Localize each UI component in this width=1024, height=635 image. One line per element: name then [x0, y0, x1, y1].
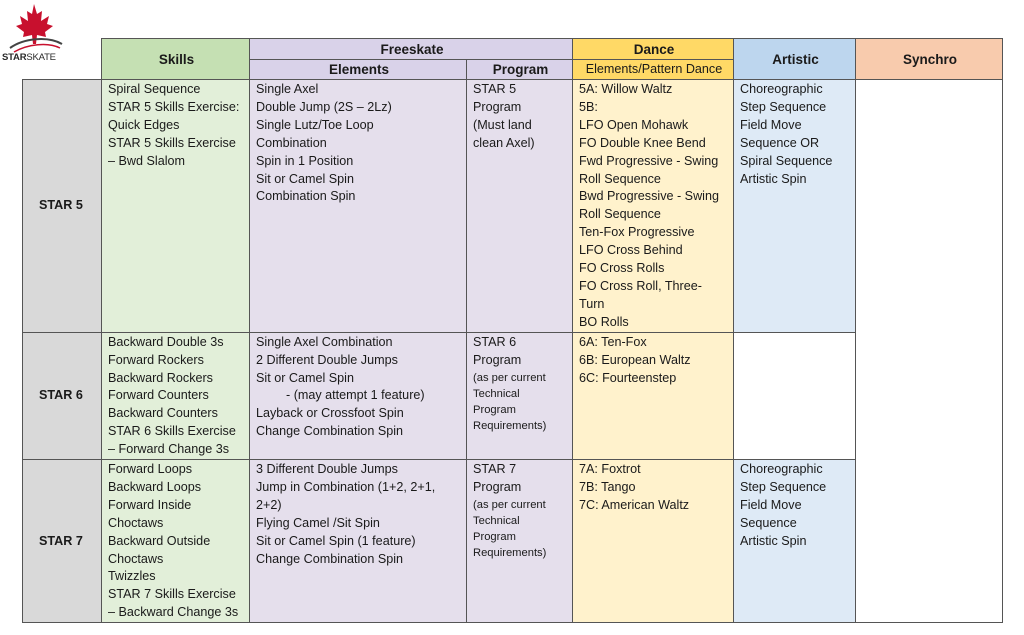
header-dance: Dance	[573, 39, 734, 60]
list-item: Sequence OR	[740, 135, 820, 150]
skills-cell	[102, 332, 250, 459]
list-item: Artistic Spin	[740, 533, 807, 548]
list-item: (Must land	[473, 117, 532, 132]
logo-text: STARSKATE	[2, 52, 56, 63]
list-item: 6B: European Waltz	[579, 352, 691, 367]
list-item: Choctaws	[108, 551, 164, 566]
list-item: Choreographic	[740, 82, 823, 96]
list-item: 7A: Foxtrot	[579, 462, 641, 477]
star-program-table	[22, 38, 1003, 623]
list-item: FO Cross Rolls	[579, 261, 665, 276]
list-item: Backward Counters	[108, 406, 218, 421]
list-item: Program	[473, 352, 522, 367]
list-item: STAR 5 Skills Exercise	[108, 135, 236, 150]
dance-cell	[573, 332, 734, 459]
list-item: Layback or Crossfoot Spin	[256, 406, 404, 421]
header-freeskate: Freeskate	[250, 39, 573, 60]
list-item: 3 Different Double Jumps	[256, 462, 398, 477]
list-item: Ten-Fox Progressive	[579, 225, 695, 240]
list-item: 5B:	[579, 99, 598, 114]
header-skills: Skills	[102, 39, 250, 80]
elements-cell	[250, 332, 467, 459]
list-item: STAR 6	[473, 334, 517, 349]
table-row	[23, 80, 1003, 333]
list-item: Field Move	[740, 497, 802, 512]
header-elements: Elements	[250, 60, 467, 80]
list-item: Bwd Progressive - Swing	[579, 189, 719, 204]
skills-cell	[102, 80, 250, 333]
list-item: Forward Inside	[108, 497, 192, 512]
list-item: Double Jump (2S – 2Lz)	[256, 99, 392, 114]
program-cell	[467, 80, 573, 333]
list-item: Roll Sequence	[579, 171, 661, 186]
list-item: 7C: American Waltz	[579, 497, 690, 512]
list-item: STAR 6 Skills Exercise	[108, 424, 236, 439]
list-item: (as per current	[473, 498, 546, 511]
list-item: – Bwd Slalom	[108, 153, 185, 168]
list-item: Program	[473, 530, 516, 543]
list-item: Combination Spin	[256, 189, 356, 204]
level-label: STAR 6	[23, 332, 102, 459]
list-item: Forward Counters	[108, 388, 209, 403]
artistic-cell	[734, 80, 856, 333]
list-item: Program	[473, 479, 522, 494]
list-item: – Backward Change 3s	[108, 605, 239, 620]
list-item: Fwd Progressive - Swing	[579, 153, 719, 168]
list-item: Sit or Camel Spin	[256, 370, 354, 385]
list-item: Requirements)	[473, 546, 547, 559]
list-item: Spin in 1 Position	[256, 153, 354, 168]
list-item: FO Double Knee Bend	[579, 135, 706, 150]
list-item: Field Move	[740, 117, 802, 132]
level-label: STAR 7	[23, 460, 102, 623]
list-item: 6A: Ten-Fox	[579, 334, 647, 349]
list-item: Change Combination Spin	[256, 424, 404, 439]
header-program: Program	[467, 60, 573, 80]
header-dance-sub: Elements/Pattern Dance	[573, 60, 734, 80]
list-item: Requirements)	[473, 419, 547, 432]
list-item: Technical	[473, 387, 520, 400]
list-item: Spiral Sequence	[740, 153, 833, 168]
list-item: Backward Outside	[108, 533, 211, 548]
list-item: Sequence	[740, 515, 797, 530]
list-item: Backward Rockers	[108, 370, 213, 385]
list-item: Forward Loops	[108, 462, 192, 477]
elements-cell	[250, 80, 467, 333]
synchro-cell	[856, 80, 1003, 623]
dance-cell	[573, 80, 734, 333]
list-item: LFO Open Mohawk	[579, 117, 689, 132]
list-item: Flying Camel /Sit Spin	[256, 515, 380, 530]
level-label: STAR 5	[23, 80, 102, 333]
header-artistic: Artistic	[734, 39, 856, 80]
header-synchro: Synchro	[856, 39, 1003, 80]
list-item: Single Lutz/Toe Loop	[256, 117, 374, 132]
list-item: - (may attempt 1 feature)	[286, 388, 425, 403]
list-item: 6C: Fourteenstep	[579, 370, 677, 385]
elements-cell	[250, 460, 467, 623]
list-item: (as per current	[473, 371, 546, 384]
list-item: Turn	[579, 296, 605, 311]
list-item: BO Rolls	[579, 314, 629, 329]
list-item: 2 Different Double Jumps	[256, 352, 398, 367]
list-item: Twizzles	[108, 569, 156, 584]
artistic-cell	[734, 460, 856, 623]
list-item: 2+2)	[256, 497, 282, 512]
list-item: – Forward Change 3s	[108, 442, 230, 457]
list-item: Choctaws	[108, 515, 164, 530]
list-item: Single Axel Combination	[256, 334, 393, 349]
program-cell	[467, 460, 573, 623]
list-item: Quick Edges	[108, 117, 180, 132]
list-item: Choreographic	[740, 462, 823, 477]
list-item: Spiral Sequence	[108, 82, 201, 96]
list-item: Program	[473, 99, 522, 114]
list-item: 7B: Tango	[579, 479, 636, 494]
corner-cell	[23, 39, 102, 80]
artistic-cell	[734, 332, 856, 459]
dance-cell	[573, 460, 734, 623]
list-item: Program	[473, 403, 516, 416]
list-item: STAR 5 Skills Exercise:	[108, 99, 240, 114]
list-item: Roll Sequence	[579, 207, 661, 222]
list-item: 5A: Willow Waltz	[579, 82, 673, 96]
list-item: Backward Double 3s	[108, 334, 224, 349]
list-item: Technical	[473, 514, 520, 527]
list-item: Sit or Camel Spin	[256, 171, 354, 186]
list-item: Sit or Camel Spin (1 feature)	[256, 533, 416, 548]
list-item: FO Cross Roll, Three-	[579, 278, 702, 293]
list-item: STAR 7	[473, 462, 517, 477]
skills-cell	[102, 460, 250, 623]
list-item: LFO Cross Behind	[579, 243, 683, 258]
list-item: Combination	[256, 135, 327, 150]
list-item: Single Axel	[256, 82, 319, 96]
list-item: Step Sequence	[740, 479, 827, 494]
list-item: Change Combination Spin	[256, 551, 404, 566]
list-item: STAR 7 Skills Exercise	[108, 587, 236, 602]
list-item: Backward Loops	[108, 479, 202, 494]
list-item: STAR 5	[473, 82, 517, 96]
list-item: Jump in Combination (1+2, 2+1,	[256, 479, 436, 494]
list-item: Artistic Spin	[740, 171, 807, 186]
program-cell	[467, 332, 573, 459]
list-item: Step Sequence	[740, 99, 827, 114]
list-item: Forward Rockers	[108, 352, 204, 367]
list-item: clean Axel)	[473, 135, 535, 150]
